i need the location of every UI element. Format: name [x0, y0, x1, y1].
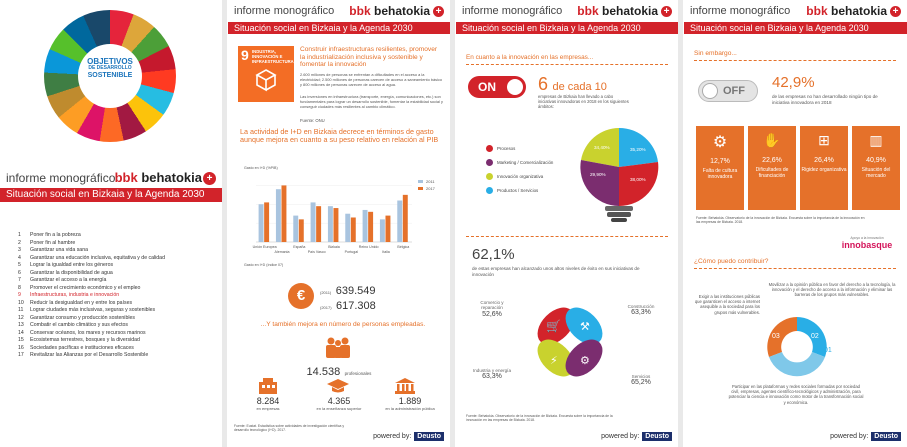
sponsor-caption: Apoyo a la innovación [850, 236, 884, 240]
stat-companies-value: 8.284 [256, 396, 280, 406]
sector-construction [616, 304, 666, 316]
brand-bbk: bbk [349, 4, 371, 18]
x-tick-label: Bélgica [397, 245, 410, 249]
legend-label: Productos / Servicios [497, 188, 539, 193]
page-header [690, 4, 901, 20]
legend-dot [486, 187, 493, 194]
brand-plus-icon: + [890, 6, 901, 17]
sdg-goal-number: 10 [18, 299, 24, 306]
lightbulb-chart [576, 124, 662, 224]
panel-cover [0, 0, 222, 447]
barrier-label: Rigidez organizativa [801, 167, 847, 173]
sdg-goal-number: 14 [18, 329, 24, 336]
sdg-goal-item [18, 300, 218, 308]
innobasque-sponsor [834, 236, 900, 250]
sdg-title-line2: DE DESARROLLO [88, 65, 132, 72]
sdg-goal-text: Garantizar una vida sana [30, 247, 88, 253]
x-tick-label: Portugal [344, 250, 359, 254]
bulb-base-1 [605, 206, 633, 211]
bar-2017 [351, 217, 356, 242]
bulb-value-processes: 38,00% [630, 177, 646, 182]
sector-industry-name: Industria y energía [472, 368, 512, 373]
hand-money-icon: ✋ [763, 132, 781, 148]
amount-year-2011: (2011) [320, 290, 332, 295]
sdg-goal-number: 4 [18, 254, 21, 261]
barrier-card-culture [696, 126, 744, 210]
brand-plus-icon: + [433, 6, 444, 17]
sdg-goal-item [18, 232, 218, 240]
sdg9-label-line1: INDUSTRIA, [252, 49, 276, 54]
sdg-goal-item [18, 322, 218, 330]
toggle-knob [507, 79, 523, 95]
contribution-1: Exigir a las instituciones públicas que garanticen el acceso a internet asequible a la sociedad para los grupos más vulnerables. [694, 294, 760, 315]
goal9-body-2: Las inversiones en infraestructura (transporte, energía, comunicaciones, etc.) son fundamentales para lograr un desarrollo sostenible, fomentar la estabilidad social y conseguir ciudades más resilientes al cambio climático. [300, 94, 443, 109]
bar-2017 [403, 195, 408, 242]
footer-powered [373, 432, 444, 441]
amount-2017: 617.308 [336, 300, 376, 312]
powered-label: powered by: [373, 433, 412, 440]
sdg-goal-number: 16 [18, 344, 24, 351]
sdg-goal-list [18, 232, 218, 360]
government-icon [394, 378, 416, 394]
contribution-3: Participar en las plataformas y redes sociales formadas por sociedad civil, empresas, agentes científico-tecnológicos y administración, para potenciar la ciencia e innovación como motor de la transformación social y económica. [728, 384, 864, 405]
sdg-goal-text: Combatir el cambio climático y sus efectos [30, 322, 129, 328]
sdg-goal-text: Revitalizar las Alianzas por el Desarrollo Sostenible [30, 352, 149, 358]
people-unit: profesionales [344, 371, 372, 376]
brand-name: behatokia [830, 4, 887, 18]
sdg-wheel-center [78, 44, 142, 108]
sdg-goal-number: 13 [18, 322, 24, 328]
sdg-goal-text: Sociedades pacíficas e instituciones eficaces [30, 344, 134, 351]
amount-2011: 639.549 [335, 285, 376, 297]
sector-industry-value: 63,3% [482, 373, 502, 381]
sdg-goal-number: 5 [18, 262, 21, 268]
non-innovators-stat [772, 74, 815, 92]
legend-item-processes [486, 142, 553, 156]
bar-2017 [264, 202, 269, 242]
deusto-logo: Deusto [871, 432, 901, 441]
flower-center [563, 335, 577, 349]
contribute-question: ¿Cómo puedo contribuir? [694, 258, 769, 265]
sector-construction-value: 63,3% [631, 309, 651, 317]
footer-powered [601, 432, 672, 441]
sdg-goal-text: Poner fin a la pobreza [30, 232, 81, 238]
innovation-question: En cuanto a la innovación en las empresas... [466, 54, 594, 61]
title-bar: Situación social en Bizkaia y la Agenda 2030 [228, 22, 450, 34]
panel-divider [222, 0, 227, 447]
bar-2011 [259, 204, 264, 242]
non-innovators-pct: 42,9% [772, 74, 815, 91]
ratio-of: de cada 10 [552, 81, 607, 93]
deusto-logo: Deusto [414, 432, 444, 441]
legend-dot [486, 145, 493, 152]
sdg9-number: 9 [241, 47, 249, 63]
rd-bar-chart [240, 170, 446, 266]
legend-item-products [486, 184, 553, 198]
barrier-card-finance [748, 126, 796, 210]
sdg-goal-number: 8 [18, 284, 21, 291]
cart-icon: 🛒 [546, 319, 561, 333]
x-tick-label: Alemania [274, 250, 290, 254]
sdg-goal-item [18, 352, 218, 360]
rd-chart [240, 164, 446, 270]
cube-icon [251, 68, 281, 94]
legend-item-marketing [486, 156, 553, 170]
cover-title-bar: Situación social en Bizkaia y la Agenda 2030 [0, 188, 222, 202]
legend-dot [486, 159, 493, 166]
sdg-goal-item [18, 262, 218, 270]
sdg-goal-item [18, 307, 218, 315]
however-intro: Sin embargo... [694, 50, 737, 57]
bar-2011 [328, 206, 333, 242]
sdg-goal-item [18, 315, 218, 323]
brand-logo [806, 4, 887, 18]
sdg-goal-number: 3 [18, 247, 21, 253]
graduation-icon [326, 378, 350, 394]
sdg-goal-item [18, 330, 218, 338]
stat-public-admin-value: 1.889 [398, 396, 422, 406]
page-header [234, 4, 444, 20]
goal9-intro: Construir infraestructuras resilientes, promover la industrialización inclusiva y sostenible y fomentar la innovación [300, 46, 438, 69]
success-stat [472, 246, 515, 264]
on-label: ON [478, 80, 496, 94]
chart-caption: Gasto en I+D (%PIB) [244, 166, 278, 170]
barrier-card-market [852, 126, 900, 210]
bar-2011 [293, 216, 298, 242]
barrier-cards [696, 126, 900, 212]
goal9-body-1: 2.600 millones de personas se enfrentan a dificultades en el acceso a la electricidad; 2.500 millones de personas carecen de acceso a saneamiento básico y 800 millones de personas carecen de acceso al agua. [300, 72, 443, 87]
employment-headline: ...Y también mejora en número de personas empleadas. [260, 321, 426, 328]
goal9-source: Fuente: ONU [300, 118, 325, 123]
sdg-goal-text: Promover el crecimiento económico y el empleo [30, 284, 141, 291]
sdg-goal-text: Garantizar el acceso a la energía [30, 277, 107, 283]
panel-divider [450, 0, 455, 447]
sdg-goal-item [18, 337, 218, 345]
sdg-goal-number: 9 [18, 292, 21, 298]
sdg-goal-text: Conservar océanos, los mares y recursos marinos [30, 329, 146, 336]
bar-2017 [299, 219, 304, 242]
sdg-goal-text: Garantizar la disponibilidad de agua [30, 269, 113, 276]
lightning-icon: ⚡ [550, 354, 558, 367]
bar-2017 [385, 216, 390, 242]
non-innovators-desc: de las empresas no han desarrollado ningún tipo de iniciativa innovadora en 2018 [772, 94, 878, 105]
company-icon [257, 378, 279, 394]
bar-2017 [316, 206, 321, 242]
powered-label: powered by: [601, 433, 640, 440]
sector-commerce [470, 300, 514, 318]
brand-name: behatokia [373, 4, 430, 18]
sdg-goal-text: Lograr ciudades más inclusivas, seguras y sostenibles [30, 307, 156, 313]
brand-logo [115, 170, 202, 185]
stat-public-admin [374, 396, 446, 411]
ring-num-03: 03 [772, 333, 780, 340]
sdg-goal-text: Ecosistemas terrestres, bosques y la diversidad [30, 337, 140, 343]
legend-label: Procesos [497, 146, 516, 151]
brand-logo [577, 4, 658, 18]
barrier-value: 26,4% [814, 157, 834, 164]
bulb-value-marketing: 29,90% [590, 172, 606, 177]
powered-label: powered by: [830, 433, 869, 440]
chart-note: Gasto en I+D (índice 07) [244, 263, 284, 267]
bar-2017 [368, 212, 373, 242]
title-bar: Situación social en Bizkaia y la Agenda 2030 [684, 22, 907, 34]
stat-companies [238, 396, 298, 411]
bar-2011 [311, 202, 316, 242]
ratio-stat [538, 74, 607, 95]
barrier-value: 40,9% [866, 157, 886, 164]
contribution-ring [762, 312, 832, 382]
ratio-desc: empresas de Bizkaia han llevado a cabo iniciativas innovadoras en 2018 en los siguientes ámbitos: [538, 94, 629, 110]
barrier-label: Dificultades de financiación [755, 167, 789, 179]
success-pct: 62,1% [472, 246, 515, 263]
ring-segment-01 [769, 352, 825, 376]
report-type: informe monográfico [6, 171, 116, 185]
x-tick-label: País Vasco [307, 250, 326, 254]
sdg-goal-text: Poner fin al hambre [30, 239, 76, 246]
legend-item-organization [486, 170, 553, 184]
barrier-label: Falta de cultura innovadora [702, 168, 738, 180]
bulb-value-products: 35,20% [630, 147, 646, 152]
innovation-source: Fuente: Behatokia. Observatorio de la innovación de Bizkaia. Encuesta sobre la importancia de la innovación en las empresas de Bizkaia. 2018. [466, 414, 613, 423]
ring-num-01: 01 [824, 347, 832, 354]
deusto-logo: Deusto [642, 432, 672, 441]
bulb-base-3 [611, 218, 627, 222]
sdg-goal-number: 6 [18, 269, 21, 276]
sector-flower [524, 290, 616, 394]
sector-commerce-name: Comercio y reparación [480, 300, 504, 311]
barrier-value: 22,6% [762, 157, 782, 164]
brand-name: behatokia [601, 4, 658, 18]
dashed-divider [466, 64, 668, 65]
title-bar: Situación social en Bizkaia y la Agenda 2030 [456, 22, 678, 34]
stat-public-admin-label: en la administración pública [385, 406, 435, 411]
dashed-divider [694, 60, 896, 61]
brand-bbk: bbk [806, 4, 828, 18]
brand-bbk: bbk [577, 4, 599, 18]
brand-plus-icon: + [661, 6, 672, 17]
sdg-goal-number: 7 [18, 277, 21, 283]
footer-powered [830, 432, 901, 441]
brand-plus-icon: + [203, 172, 216, 185]
ratio-big: 6 [538, 74, 549, 94]
legend-label: Innovación organizativa [497, 174, 544, 179]
barrier-label: Situación del mercado [861, 167, 891, 179]
x-tick-label: Unión Europea [252, 245, 277, 249]
barrier-card-rigidity [800, 126, 848, 210]
toggle-knob [702, 83, 718, 99]
sdg-goal-number: 1 [18, 232, 21, 238]
sdg9-label-line3: INFRAESTRUCTURA [252, 59, 294, 64]
legend-label: 2011 [426, 179, 435, 184]
stat-higher-ed-value: 4.365 [327, 396, 351, 406]
org-chart-icon: ⊞ [818, 132, 830, 148]
barriers-source: Fuente: Behatokia. Observatorio de la innovación de Bizkaia. Encuesta sobre la importancia de la innovación en las empresas de Bizkaia. 2018. [696, 216, 865, 225]
sdg-goal-item [18, 277, 218, 285]
amount-row-2017 [320, 296, 376, 314]
panel-divider [678, 0, 683, 447]
brand-name: behatokia [141, 170, 202, 185]
gear-icon: ⚙ [580, 354, 590, 367]
on-toggle [468, 76, 526, 98]
sector-services-name: Servicios [631, 374, 651, 379]
sdg-goal-item [18, 270, 218, 278]
sdg-goal-number: 17 [18, 352, 24, 358]
sdg-goal-item [18, 285, 218, 293]
brand-logo [349, 4, 430, 18]
bar-2011 [397, 201, 402, 242]
bulb-value-organization: 34,40% [594, 145, 610, 150]
stat-higher-ed [306, 396, 372, 411]
bar-2011 [380, 219, 385, 242]
sdg9-badge [238, 46, 294, 102]
sdg-goal-text: Infraestructuras, industria e innovación [30, 292, 120, 298]
sector-services-value: 65,2% [631, 379, 651, 387]
barrier-value: 12,7% [710, 158, 730, 165]
cover-header [6, 170, 216, 186]
employment-source: Fuente: Eustat. Estadística sobre actividades de investigación científica y desarrollo tecnológico (I+D). 2017. [234, 424, 345, 433]
sdg9-label-line2: INNOVACIÓN E [252, 54, 283, 59]
sector-industry [472, 368, 512, 380]
x-tick-label: Italia [382, 250, 390, 254]
panel-innovation-rd [228, 0, 450, 447]
panel-company-innovation [456, 0, 678, 447]
off-toggle [698, 80, 758, 102]
innovation-legend [486, 142, 553, 198]
report-type: informe monográfico [690, 5, 791, 17]
sdg-goal-item [18, 247, 218, 255]
bulb-slice-marketing [580, 160, 619, 206]
stat-companies-label: en empresas [256, 406, 280, 411]
sdg-goal-item [18, 255, 218, 263]
people-count: 14.538 [306, 366, 341, 378]
sdg-goal-item [18, 345, 218, 353]
bar-2017 [281, 185, 286, 242]
sdg-goal-number: 15 [18, 337, 24, 343]
sdg-goal-text: Garantizar consumo y producción sostenibles [30, 314, 135, 321]
page-header [462, 4, 672, 20]
sdg9-label [252, 49, 294, 64]
bulb-base-2 [607, 212, 631, 217]
sdg-goal-item [18, 240, 218, 248]
bar-2011 [363, 210, 368, 242]
sector-services [616, 374, 666, 386]
legend-swatch [418, 187, 423, 190]
bar-2017 [333, 208, 338, 242]
sdg-goal-text: Reducir la desigualdad en y entre los países [30, 299, 133, 306]
sector-commerce-value: 52,6% [482, 310, 502, 318]
legend-dot [486, 173, 493, 180]
bar-2011 [345, 214, 350, 242]
report-type: informe monográfico [234, 5, 335, 17]
dashed-divider [694, 268, 896, 269]
amount-year-2017: (2017) [320, 305, 332, 310]
sdg-title-line1: OBJETIVOS [87, 57, 133, 66]
panel-barriers [684, 0, 907, 447]
rd-headline: La actividad de I+D en Bizkaia decrece en términos de gasto aunque mejora en cuanto a su peso relativo en relación al PIB [240, 127, 439, 145]
dashed-divider [466, 236, 668, 237]
x-tick-label: España [293, 245, 306, 249]
sdg-goal-text: Garantizar una educación inclusiva, equitativa y de calidad [30, 254, 165, 261]
report-type: informe monográfico [462, 5, 563, 17]
bulb-slice-processes [619, 162, 658, 206]
sdg-goal-number: 12 [18, 314, 24, 321]
legend-label: Marketing / Comercialización [497, 160, 554, 165]
sdg-title-line3: SOSTENIBLE [87, 71, 133, 79]
off-label: OFF [723, 85, 745, 97]
ring-num-02: 02 [811, 333, 819, 340]
sdg-goal-number: 2 [18, 239, 21, 246]
people-icon [323, 336, 353, 360]
x-tick-label: Reino Unido [358, 245, 379, 249]
sdg-goal-item [18, 292, 218, 300]
sdg-goal-number: 11 [18, 307, 24, 313]
contribution-2: Movilizar a la opinión pública en favor del derecho a la tecnología, la innovación y el derecho de acceso a la información y eliminar las barreras de los grupos más vulnerables. [768, 282, 896, 298]
x-tick-label: Bizkaia [328, 245, 340, 249]
money-icon: € [288, 283, 314, 309]
success-desc: de estas empresas han alcanzado unos altos niveles de éxito en sus iniciativas de innovación [472, 266, 640, 277]
bar-2011 [276, 189, 281, 242]
innobasque-logo: innobasque [841, 240, 893, 250]
legend-swatch [418, 180, 423, 183]
gears-icon: ⚙ [712, 134, 728, 151]
sector-construction-name: Construcción [627, 304, 655, 309]
brand-bbk: bbk [114, 170, 138, 185]
legend-label: 2017 [426, 186, 435, 191]
sdg-goal-text: Lograr la igualdad entre los géneros [30, 262, 114, 268]
crane-icon: ⚒ [580, 320, 590, 333]
stat-higher-ed-label: en la enseñanza superior [316, 406, 362, 411]
bar-chart-icon: ▥ [869, 132, 883, 148]
